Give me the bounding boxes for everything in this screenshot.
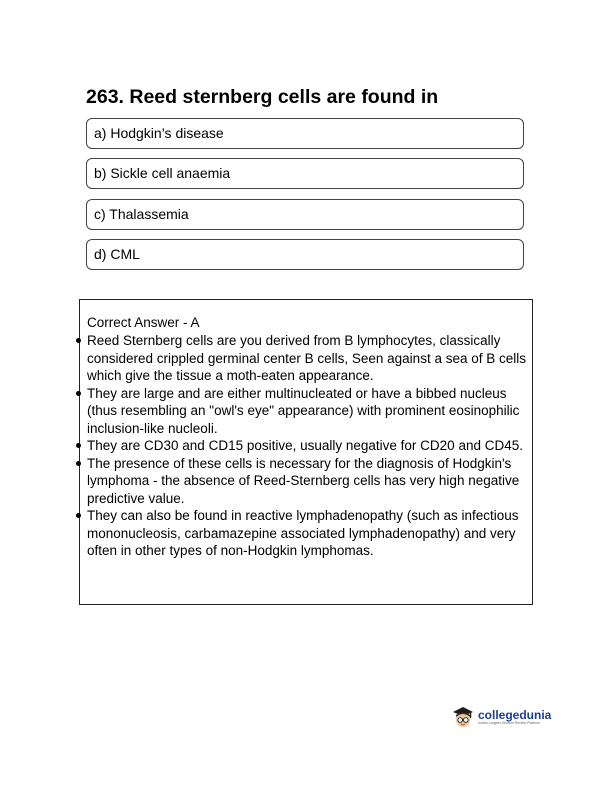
explanation-point: They can also be found in reactive lymphadenopathy (such as infectious mononucleosis, carbamazepine associated lymphadenopathy) and very often in other types of non-Hodgkin lymphomas. <box>87 507 533 560</box>
question-heading <box>86 86 438 109</box>
option-a[interactable]: a) Hodgkin’s disease <box>86 118 524 149</box>
question-text: Reed sternberg cells are found in <box>129 86 439 108</box>
explanation-point: They are CD30 and CD15 positive, usually negative for CD20 and CD45. <box>87 437 533 455</box>
collegedunia-logo <box>451 705 551 729</box>
option-b[interactable]: b) Sickle cell anaemia <box>86 158 524 189</box>
explanation-point: The presence of these cells is necessary for the diagnosis of Hodgkin's lymphoma - the absence of Reed-Sternberg cells has very high negative predictive value. <box>87 455 533 508</box>
student-mascot-icon <box>451 705 475 729</box>
question-number: 263. <box>86 86 124 108</box>
brand-tagline: India's Largest Student Review Platform <box>478 720 541 725</box>
brand-name: collegedunia <box>478 707 552 722</box>
explanation-point: They are large and are either multinucleated or have a bibbed nucleus (thus resembling an "owl's eye" appearance) with prominent eosinophilic inclusion-like nucleoli. <box>87 385 533 438</box>
correct-answer-label: Correct Answer - A <box>87 315 200 330</box>
option-c[interactable]: c) Thalassemia <box>86 199 524 230</box>
option-d[interactable]: d) CML <box>86 239 524 270</box>
explanation-point: Reed Sternberg cells are you derived from B lymphocytes, classically considered crippled germinal center B cells, Seen against a sea of B cells which give the tissue a moth-eaten appearance. <box>87 332 533 385</box>
explanation-list <box>87 332 533 560</box>
